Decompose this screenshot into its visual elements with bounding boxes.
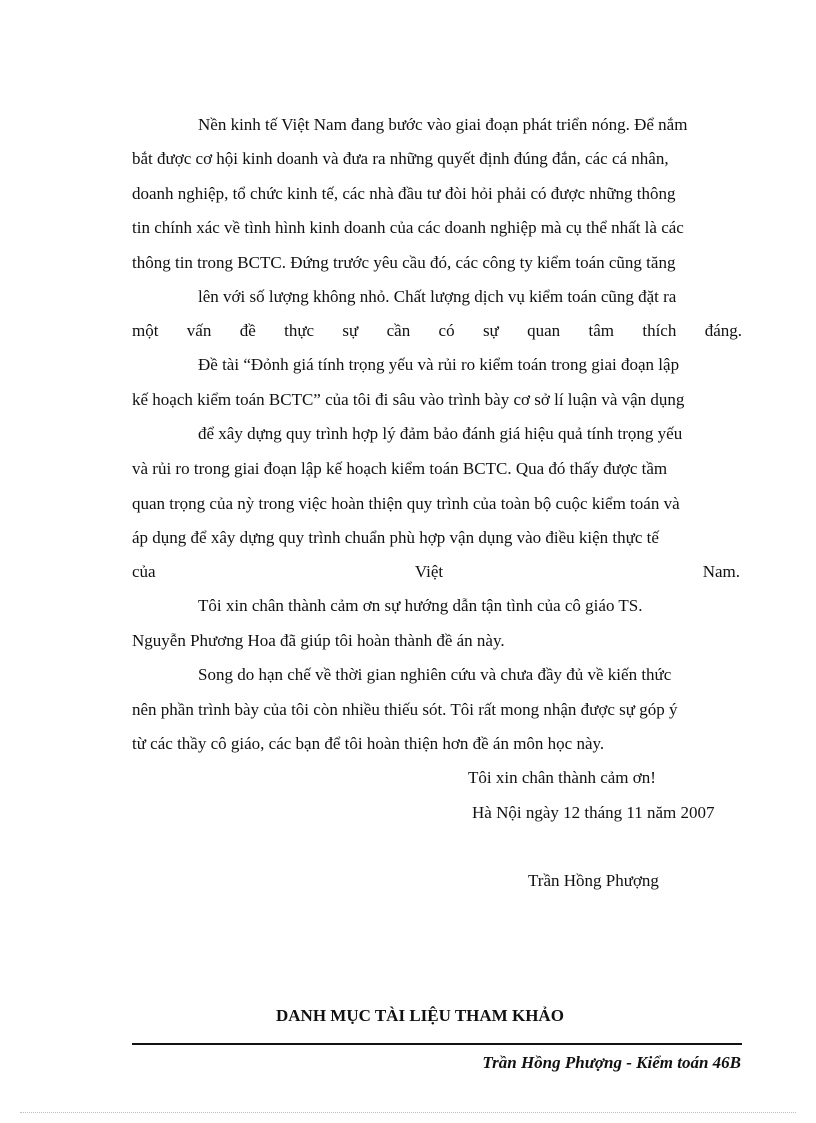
body-line-8: Đề tài “Đỏnh giá tính trọng yếu và rủi ro kiểm toán trong giai đoạn lập xyxy=(198,355,680,374)
body-line-6: lên với số lượng không nhỏ. Chất lượng dịch vụ kiểm toán cũng đặt ra xyxy=(198,287,677,306)
body-line-10: để xây dựng quy trình hợp lý đảm bảo đánh giá hiệu quả tính trọng yếu xyxy=(198,424,683,443)
body-line-3: doanh nghiệp, tổ chức kinh tế, các nhà đầu tư đòi hỏi phải có được những thông xyxy=(132,184,676,203)
signature-name: Trần Hồng Phượng xyxy=(528,871,659,890)
body-line-17: Song do hạn chế về thời gian nghiên cứu và chưa đầy đủ về kiến thức xyxy=(198,665,672,684)
body-line-1: Nền kinh tế Việt Nam đang bước vào giai đoạn phát triển nóng. Để nắm xyxy=(198,115,688,134)
body-line-18: nên phần trình bày của tôi còn nhiều thiếu sót. Tôi rất mong nhận được sự góp ý xyxy=(132,700,678,719)
footer-author-course: Trần Hồng Phượng - Kiểm toán 46B xyxy=(482,1053,741,1072)
closing-thanks: Tôi xin chân thành cảm ơn! xyxy=(468,768,656,787)
body-line-7: một vấn đề thực sự cần có sự quan tâm thích đáng. xyxy=(132,321,742,340)
body-line-4: tin chính xác về tình hình kinh doanh của các doanh nghiệp mà cụ thể nhất là các xyxy=(132,218,684,237)
body-line-5: thông tin trong BCTC. Đứng trước yêu cầu đó, các công ty kiểm toán cũng tăng xyxy=(132,253,676,272)
page-bottom-dotted-border xyxy=(20,1112,796,1113)
body-line-11: và rủi ro trong giai đoạn lập kế hoạch kiểm toán BCTC. Qua đó thấy được tầm xyxy=(132,459,668,478)
body-line-19: từ các thầy cô giáo, các bạn để tôi hoàn thiện hơn đề án môn học này. xyxy=(132,734,605,753)
body-line-9: kế hoạch kiểm toán BCTC” của tôi đi sâu vào trình bày cơ sở lí luận và vận dụng xyxy=(132,390,685,409)
body-line-13: áp dụng để xây dựng quy trình chuẩn phù hợp vận dụng vào điều kiện thực tế xyxy=(132,528,659,547)
body-line-14: của Việt Nam. xyxy=(132,562,740,581)
footer-rule xyxy=(132,1043,742,1045)
closing-date: Hà Nội ngày 12 tháng 11 năm 2007 xyxy=(472,803,715,822)
body-line-15: Tôi xin chân thành cảm ơn sự hướng dẫn tận tình của cô giáo TS. xyxy=(198,596,643,615)
body-line-12: quan trọng của nỳ trong việc hoàn thiện quy trình của toàn bộ cuộc kiểm toán và xyxy=(132,494,680,513)
references-heading: DANH MỤC TÀI LIỆU THAM KHẢO xyxy=(276,1006,564,1025)
body-line-2: bắt được cơ hội kinh doanh và đưa ra những quyết định đúng đắn, các cá nhân, xyxy=(132,149,669,168)
body-line-16: Nguyễn Phương Hoa đã giúp tôi hoàn thành đề án này. xyxy=(132,631,505,650)
